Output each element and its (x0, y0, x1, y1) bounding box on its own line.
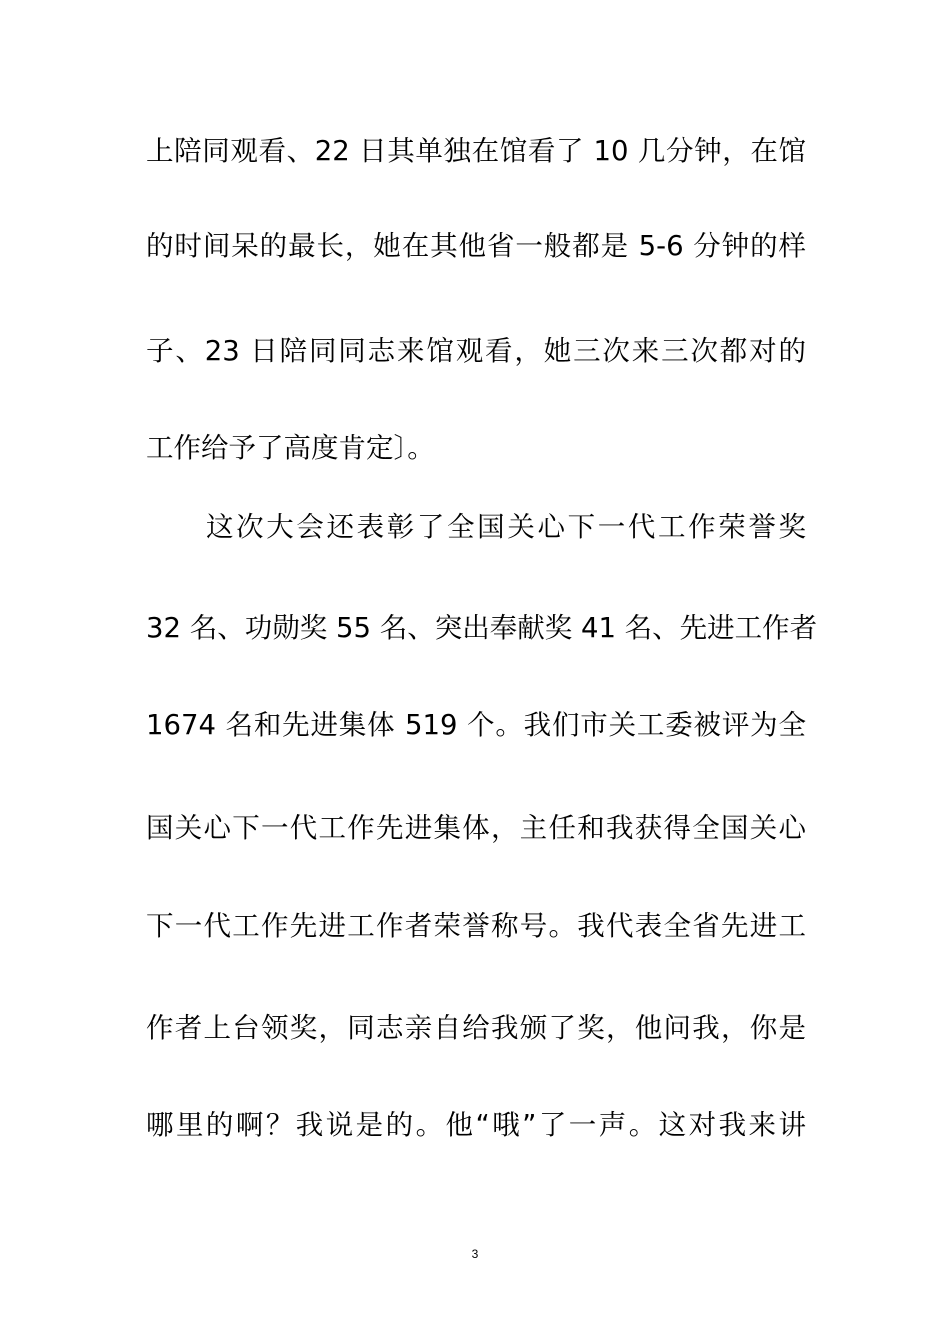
paragraph-2-line-4: 国关心下一代工作先进集体，主任和我获得全国关心 (146, 812, 806, 844)
paragraph-1-line-3: 子、23 日陪同同志来馆观看，她三次来三次都对的 (146, 335, 806, 367)
paragraph-2-line-2: 32 名、功勋奖 55 名、突出奉献奖 41 名、先进工作者 (146, 612, 818, 644)
paragraph-2-line-6: 作者上台领奖，同志亲自给我颁了奖，他问我，你是 (146, 1012, 806, 1044)
paragraph-1-line-1: 上陪同观看、22 日其单独在馆看了 10 几分钟，在馆 (146, 135, 806, 167)
page-number: 3 (471, 1247, 479, 1261)
paragraph-1-line-2: 的时间呆的最长，她在其他省一般都是 5-6 分钟的样 (146, 230, 806, 262)
paragraph-2-line-7: 哪里的啊？我说是的。他“哦”了一声。这对我来讲 (146, 1109, 806, 1141)
paragraph-2-line-5: 下一代工作先进工作者荣誉称号。我代表全省先进工 (146, 910, 806, 942)
paragraph-1-line-4: 工作给予了高度肯定〕。 (146, 432, 435, 464)
paragraph-2-line-1: 这次大会还表彰了全国关心下一代工作荣誉奖 (206, 511, 806, 543)
paragraph-2-line-3: 1674 名和先进集体 519 个。我们市关工委被评为全 (146, 709, 806, 741)
